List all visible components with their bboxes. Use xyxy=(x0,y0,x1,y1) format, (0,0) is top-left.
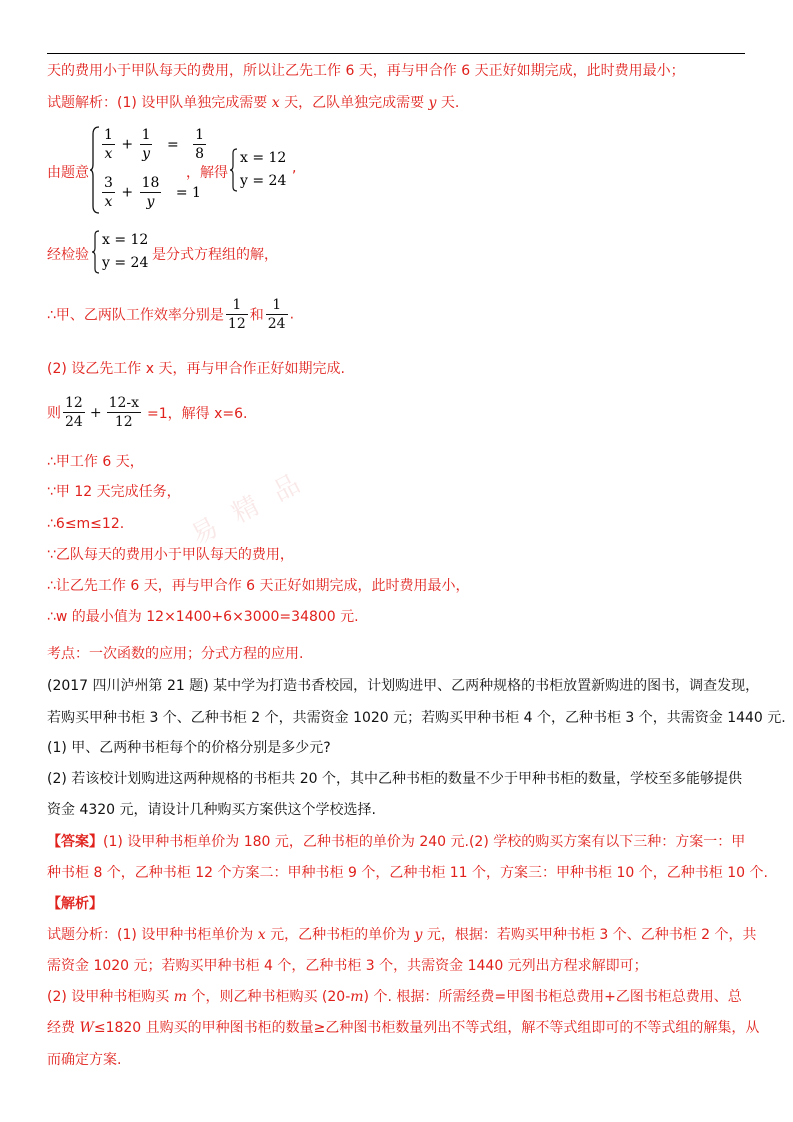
left-brace xyxy=(90,126,100,214)
solution-y: y = 24 xyxy=(102,255,149,271)
jiexi-tag: 【解析】 xyxy=(47,896,103,912)
paragraph-continuation: 天的费用小于甲队每天的费用，所以让乙先工作 6 天，再与甲合作 6 天正好如期完成，此时费用最小； xyxy=(47,63,685,79)
period: . xyxy=(289,306,295,323)
answer-line: 种书柜 8 个，乙种书柜 12 个方案二：甲种书柜 9 个，乙种书柜 11 个，方案三：甲种书柜 10 个，乙种书柜 10 个. xyxy=(47,865,768,881)
plus-sign: + xyxy=(121,136,134,153)
plus-sign: + xyxy=(121,184,134,201)
var-m: m xyxy=(350,989,364,1005)
step-line: ∴甲工作 6 天， xyxy=(47,454,144,470)
equation-text: =1，解得 x=6. xyxy=(147,405,248,422)
equals-sign: = xyxy=(166,136,179,153)
fraction-denominator: 24 xyxy=(267,316,286,332)
step-line: ∵乙队每天的费用小于甲队每天的费用， xyxy=(47,547,294,563)
equation-text: 则 xyxy=(47,405,61,422)
analysis-text: 个，则乙种书柜购买 (20- xyxy=(187,989,351,1005)
problem-line: (2017 四川泸州第 21 题) 某中学为打造书香校园，计划购进甲、乙两种规格的书柜放置新购进的图书，调查发现， xyxy=(47,678,760,694)
check-label: 经检验 xyxy=(47,247,89,263)
fraction-denominator: y xyxy=(142,146,150,162)
analysis-line xyxy=(47,988,742,1006)
efficiency-text: 和 xyxy=(249,307,264,324)
fraction-numerator: 1 xyxy=(226,296,248,315)
var-x: x xyxy=(271,95,280,111)
equation-rhs: = 1 xyxy=(175,184,201,201)
var-w: W xyxy=(79,1020,94,1036)
fraction-numerator: 1 xyxy=(266,296,288,315)
var-m: m xyxy=(173,989,188,1005)
left-brace xyxy=(92,230,100,274)
fraction-numerator: 12-x xyxy=(108,395,140,411)
fraction-numerator: 1 xyxy=(104,127,113,143)
analysis-text: ≤1820 且购买的甲种图书柜的数量≥乙种图书柜数量列出不等式组，解不等式组即可的不等式组的解集，从 xyxy=(93,1020,760,1036)
fraction-denominator: y xyxy=(146,194,155,210)
left-brace xyxy=(230,148,238,192)
question-2: (2) 若该校计划购进这两种规格的书柜共 20 个，其中乙种书柜的数量不少于甲种书柜的数量，学校至多能够提供 xyxy=(47,771,742,787)
step-line: ∵甲 12 天完成任务， xyxy=(47,484,181,500)
analysis-text: 试题分析：(1) 设甲种书柜单价为 xyxy=(47,927,258,943)
part2-equation xyxy=(47,394,247,431)
analysis-text: 元，乙种书柜的单价为 xyxy=(265,927,415,943)
analysis-line: 而确定方案. xyxy=(47,1052,122,1068)
fraction-numerator: 12 xyxy=(65,395,83,411)
problem-line: 若购买甲种书柜 3 个、乙种书柜 2 个，共需资金 1020 元；若购买甲种书柜 4 个，乙种书柜 3 个，共需资金 1440 元. xyxy=(47,710,786,726)
watermark: 易 精 品 xyxy=(186,466,311,552)
analysis-text: ) 个. 根据：所需经费=甲图书柜总费用+乙图书柜总费用、总 xyxy=(363,989,742,1005)
analysis-line: 需资金 1020 元；若购买甲种书柜 4 个，乙种书柜 3 个，共需资金 1440 元列出方程求解即可； xyxy=(47,958,648,974)
question-1: (1) 甲、乙两种书柜每个的价格分别是多少元? xyxy=(47,740,331,756)
fraction-denominator: 8 xyxy=(195,146,205,162)
fraction-numerator: 1 xyxy=(195,127,205,143)
answer-line xyxy=(47,833,745,851)
step-line: ∴6≤m≤12. xyxy=(47,516,125,532)
analysis-line xyxy=(47,926,757,944)
analysis-text: 天. xyxy=(436,95,460,111)
comma: , xyxy=(292,160,297,176)
analysis-text: 经费 xyxy=(47,1020,80,1036)
kaodian: 考点：一次函数的应用；分式方程的应用. xyxy=(47,646,304,662)
question-2: 资金 4320 元，请设计几种购买方案供这个学校选择. xyxy=(47,802,376,818)
fraction-denominator: 24 xyxy=(65,414,83,430)
fraction-numerator: 18 xyxy=(141,175,160,191)
fraction-denominator: 12 xyxy=(114,414,133,430)
check-text: 是分式方程组的解， xyxy=(152,247,278,263)
solution-x: x = 12 xyxy=(102,232,149,248)
fraction-numerator: 3 xyxy=(104,175,113,191)
analysis-intro xyxy=(47,94,459,112)
solution-y: y = 24 xyxy=(240,173,287,189)
analysis-text: 天，乙队单独完成需要 xyxy=(279,95,429,111)
analysis-text: 元，根据：若购买甲种书柜 3 个、乙种书柜 2 个，共 xyxy=(422,927,757,943)
step-line: ∴让乙先工作 6 天，再与甲合作 6 天正好如期完成，此时费用最小， xyxy=(47,578,470,594)
var-y: y xyxy=(428,95,437,111)
answer-tag: 【答案】 xyxy=(47,834,103,850)
var-x: x xyxy=(257,927,266,943)
part2-intro: (2) 设乙先工作 x 天，再与甲合作正好如期完成. xyxy=(47,361,345,377)
var-y: y xyxy=(414,927,423,943)
system-label: 由题意 xyxy=(47,165,89,181)
fraction-denominator: x xyxy=(104,146,113,162)
analysis-line xyxy=(47,1019,759,1037)
header-rule xyxy=(47,53,745,54)
answer-text: (1) 设甲种书柜单价为 180 元，乙种书柜的单价为 240 元.(2) 学校的购买方案有以下三种：方案一：甲 xyxy=(103,834,746,850)
fraction-numerator: 1 xyxy=(141,127,151,143)
step-line: ∴w 的最小值为 12×1400+6×3000=34800 元. xyxy=(47,609,359,625)
efficiency-text: ∴甲、乙两队工作效率分别是 xyxy=(47,307,224,324)
analysis-text: (2) 设甲种书柜购买 xyxy=(47,989,174,1005)
fraction-denominator: x xyxy=(104,194,113,210)
equation-1 xyxy=(100,126,208,163)
solution-x: x = 12 xyxy=(240,150,287,166)
analysis-text: 试题解析：(1) 设甲队单独完成需要 xyxy=(47,95,272,111)
efficiency-line xyxy=(47,296,294,333)
fraction-denominator: 12 xyxy=(227,316,246,332)
solve-label: ，解得 xyxy=(186,165,228,181)
plus-sign: + xyxy=(89,404,102,421)
